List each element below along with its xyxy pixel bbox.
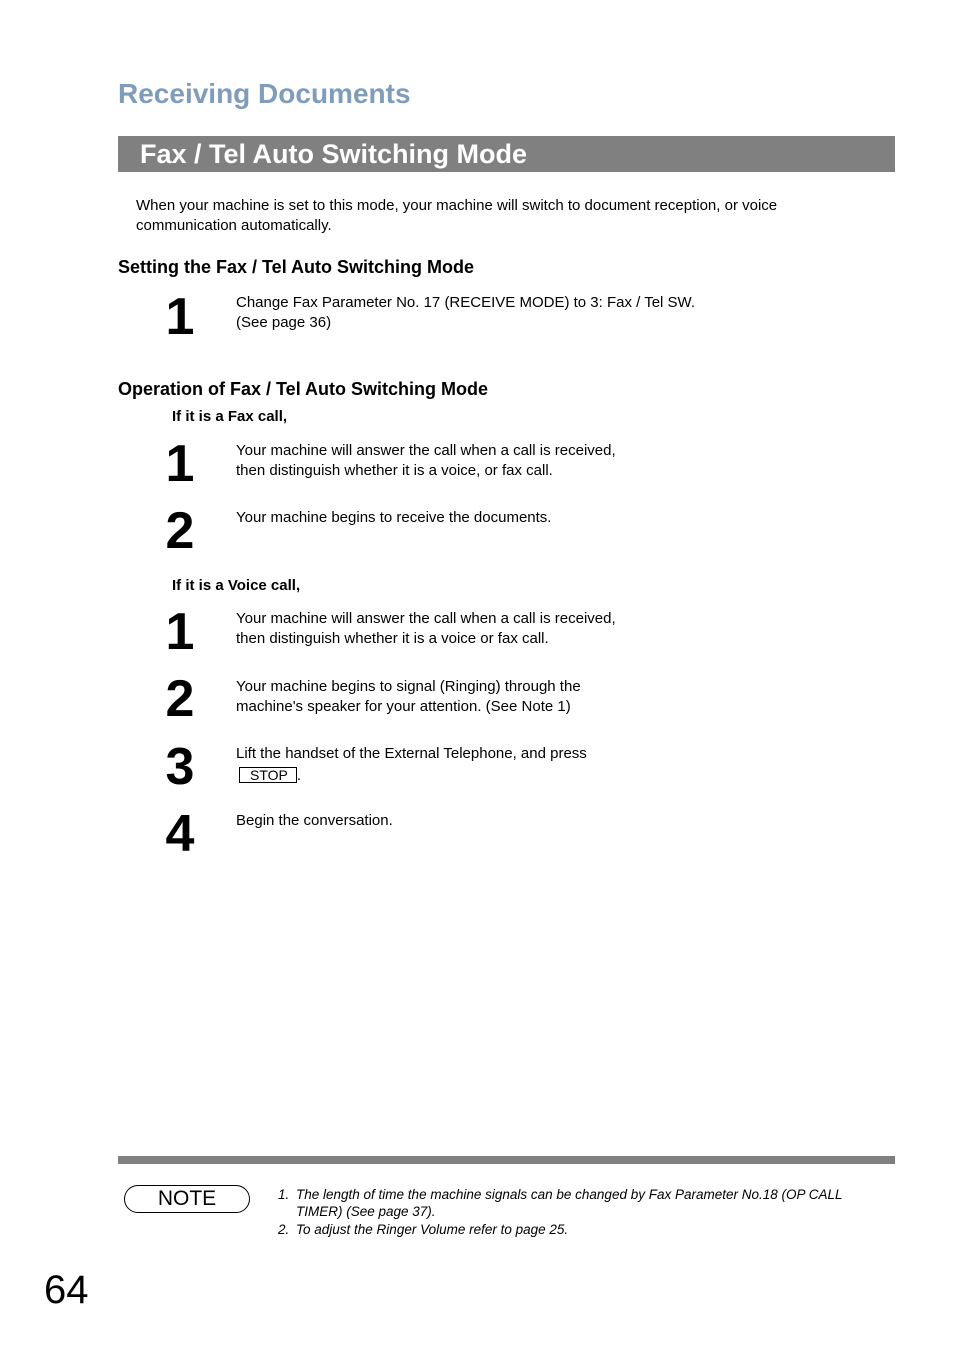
intro-paragraph: When your machine is set to this mode, your machine will switch to document reception, or voice communication automatically. xyxy=(136,197,778,234)
voice-step-3-line-1: Lift the handset of the External Telephone, and press xyxy=(236,745,587,762)
section-title: Receiving Documents xyxy=(118,78,411,109)
voice-step-4-text xyxy=(236,811,756,831)
note-item-1-text: The length of time the machine signals can be changed by Fax Parameter No.18 (OP CALL TIMER) (See page 37). xyxy=(296,1187,843,1219)
voice-step-2-number: 2 xyxy=(165,670,195,728)
fax-step-1-number: 1 xyxy=(165,435,195,493)
voice-step-3-line-2 xyxy=(236,764,756,786)
voice-step-2-text xyxy=(236,677,756,716)
note-item-2-text: To adjust the Ringer Volume refer to page 25. xyxy=(296,1222,569,1237)
voice-step-1-number: 1 xyxy=(165,603,195,661)
page-number: 64 xyxy=(44,1268,89,1312)
banner-title: Fax / Tel Auto Switching Mode xyxy=(140,139,528,169)
note-divider xyxy=(118,1156,895,1164)
fax-call-label: If it is a Fax call, xyxy=(172,408,288,425)
setting-step-1-number: 1 xyxy=(165,288,195,346)
voice-step-3-text xyxy=(236,744,756,785)
stop-key: STOP xyxy=(239,767,297,783)
stop-key-suffix: . xyxy=(296,766,302,784)
operation-heading: Operation of Fax / Tel Auto Switching Mode xyxy=(118,379,489,399)
setting-step-1-text xyxy=(236,293,756,332)
fax-step-1-line-1: Your machine will answer the call when a call is received, xyxy=(236,442,616,459)
note-item-1-number: 1. xyxy=(278,1187,290,1202)
voice-step-2-line-2: machine's speaker for your attention. (See Note 1) xyxy=(236,697,571,715)
note-item-1 xyxy=(278,1186,888,1220)
note-badge: NOTE xyxy=(124,1185,250,1213)
fax-step-2-line-1: Your machine begins to receive the documents. xyxy=(236,509,552,526)
title-banner xyxy=(118,136,895,172)
voice-step-1-line-2: then distinguish whether it is a voice or fax call. xyxy=(236,629,549,647)
voice-step-4-line-1: Begin the conversation. xyxy=(236,812,393,829)
setting-step-1-line-2: (See page 36) xyxy=(236,313,332,331)
voice-call-label: If it is a Voice call, xyxy=(172,577,301,594)
fax-step-1-text xyxy=(236,441,756,480)
fax-step-1-line-2: then distinguish whether it is a voice, or fax call. xyxy=(236,461,553,479)
voice-step-4-number: 4 xyxy=(165,805,195,863)
note-item-2 xyxy=(278,1221,888,1238)
voice-step-2-line-1: Your machine begins to signal (Ringing) through the xyxy=(236,678,581,695)
voice-step-1-line-1: Your machine will answer the call when a call is received, xyxy=(236,610,616,627)
fax-step-2-text xyxy=(236,508,756,528)
setting-step-1-line-1: Change Fax Parameter No. 17 (RECEIVE MODE) to 3: Fax / Tel SW. xyxy=(236,294,696,311)
voice-step-3-number: 3 xyxy=(165,738,195,796)
note-list xyxy=(278,1186,888,1239)
fax-step-2-number: 2 xyxy=(165,502,195,560)
note-item-2-number: 2. xyxy=(278,1222,290,1237)
setting-heading: Setting the Fax / Tel Auto Switching Mode xyxy=(118,257,475,277)
voice-step-1-text xyxy=(236,609,756,648)
